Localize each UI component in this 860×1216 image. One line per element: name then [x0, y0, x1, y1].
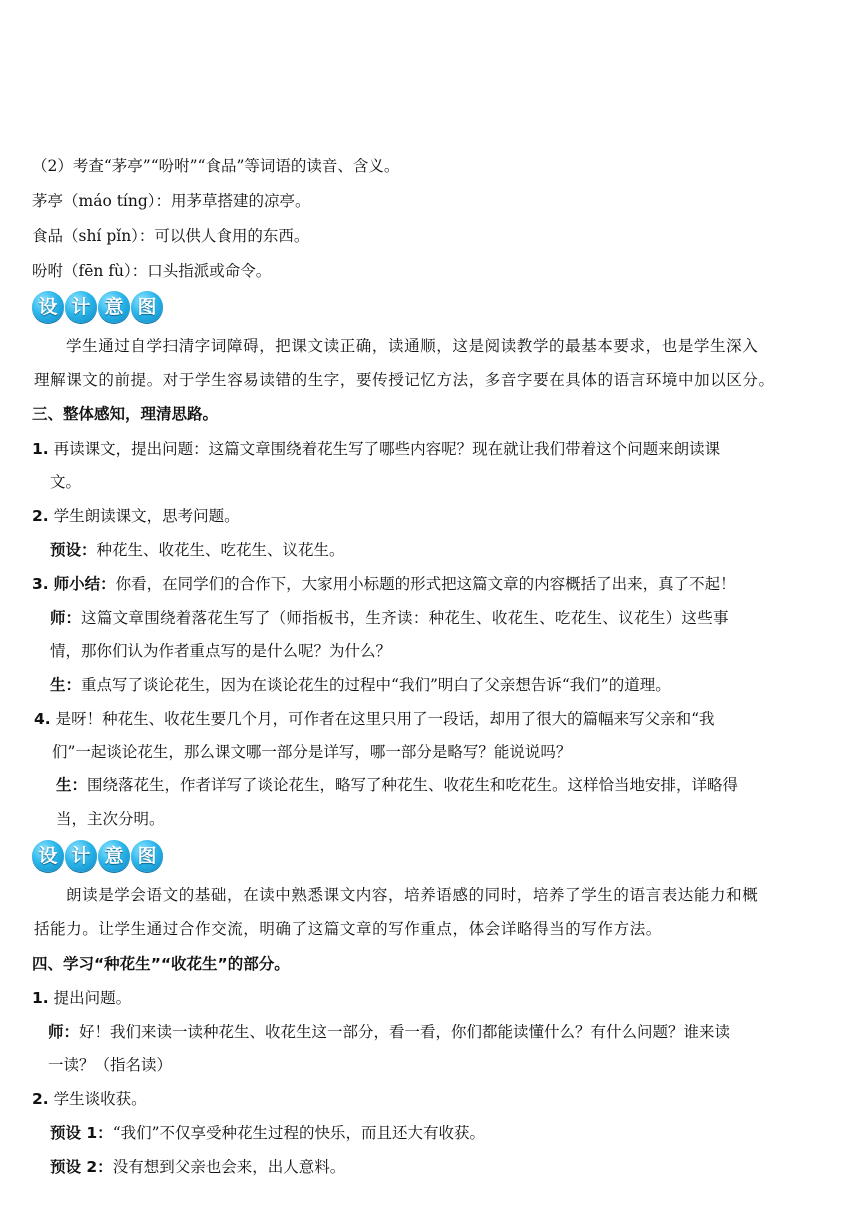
step-1-text: 再读课文，提出问题：这篇文章围绕着花生写了哪些内容呢？现在就让我们带着这个问题来朗读课: [53, 440, 721, 458]
intent-paragraph-2a: 朗读是学会语文的基础，在读中熟悉课文内容，培养语感的同时，培养了学生的语言表达能力和概: [66, 886, 759, 904]
part4-step-1-text: 提出问题。: [53, 989, 132, 1007]
design-intent-badge: [32, 840, 163, 876]
preset-text: 种花生、收花生、吃花生、议花生。: [96, 541, 345, 559]
teacher-summary-text: 你看，在同学们的合作下，大家用小标题的形式把这篇文章的内容概括了出来，真了不起！: [115, 575, 736, 593]
student-label: 生：: [56, 776, 88, 794]
student-text: 重点写了谈论花生，因为在谈论花生的过程中“我们”明白了父亲想告诉“我们”的道理。: [81, 676, 671, 694]
teacher-text: 这篇文章围绕着落花生写了（师指板书，生齐读：种花生、收花生、吃花生、议花生）这些事: [81, 609, 729, 627]
section-heading-3: 三、整体感知，理清思路。: [32, 405, 219, 423]
vocab-fenfu: 吩咐（fēn fù）：口头指派或命令。: [32, 262, 272, 280]
preset-label: 预设：: [50, 541, 97, 559]
step-1-text-cont: 文。: [50, 473, 82, 491]
badge-char: 计: [65, 291, 97, 323]
section-heading-4: 四、学习“种花生”“收花生”的部分。: [32, 955, 290, 973]
step-number: 1.: [32, 989, 49, 1007]
step-number: 3.: [32, 575, 49, 593]
student-text-cont: 当，主次分明。: [56, 810, 165, 828]
preset-label: 预设 2：: [50, 1158, 113, 1176]
step-number: 2.: [32, 507, 49, 525]
teacher-text: 好！我们来读一读种花生、收花生这一部分，看一看，你们都能读懂什么？有什么问题？谁来读: [79, 1023, 731, 1041]
part4-step-2-text: 学生谈收获。: [53, 1090, 147, 1108]
vocab-intro: （2）考查“茅亭”“吩咐”“食品”等词语的读音、含义。: [32, 157, 400, 175]
teacher-label: 师：: [48, 1023, 80, 1041]
student-label: 生：: [50, 676, 82, 694]
step-number: 2.: [32, 1090, 49, 1108]
teacher-label: 师：: [50, 609, 82, 627]
badge-char: 图: [131, 291, 163, 323]
vocab-shipin: 食品（shí pǐn）：可以供人食用的东西。: [32, 227, 310, 245]
preset-label: 预设 1：: [50, 1124, 113, 1142]
step-4-text: 是呀！种花生、收花生要几个月，可作者在这里只用了一段话，却用了很大的篇幅来写父亲和“我: [55, 710, 715, 728]
design-intent-badge: [32, 291, 163, 327]
badge-char: 意: [98, 840, 130, 872]
teacher-text-cont: 情，那你们认为作者重点写的是什么呢？为什么？: [50, 642, 392, 660]
badge-char: 计: [65, 840, 97, 872]
teacher-summary-label: 师小结：: [53, 575, 116, 593]
intent-paragraph-1a: 学生通过自学扫清字词障碍，把课文读正确，读通顺，这是阅读教学的最基本要求，也是学生深入: [66, 337, 759, 355]
preset-text: “我们”不仅享受种花生过程的快乐，而且还大有收获。: [112, 1124, 486, 1142]
badge-char: 设: [32, 291, 64, 323]
intent-paragraph-1b: 理解课文的前提。对于学生容易读错的生字，要传授记忆方法，多音字要在具体的语言环境中加以区分。: [34, 371, 775, 389]
teacher-text-cont: 一读？（指名读）: [48, 1056, 173, 1074]
step-number: 4.: [34, 710, 51, 728]
vocab-maoting: 茅亭（máo tíng）：用茅草搭建的凉亭。: [32, 192, 311, 210]
step-number: 1.: [32, 440, 49, 458]
step-4-text-cont: 们”一起谈论花生，那么课文哪一部分是详写，哪一部分是略写？能说说吗？: [52, 743, 572, 761]
badge-char: 设: [32, 840, 64, 872]
badge-char: 图: [131, 840, 163, 872]
badge-char: 意: [98, 291, 130, 323]
preset-text: 没有想到父亲也会来，出人意料。: [112, 1158, 346, 1176]
student-text: 围绕落花生，作者详写了谈论花生，略写了种花生、收花生和吃花生。这样恰当地安排，详略得: [87, 776, 739, 794]
step-2-text: 学生朗读课文，思考问题。: [53, 507, 240, 525]
intent-paragraph-2b: 括能力。让学生通过合作交流，明确了这篇文章的写作重点，体会详略得当的写作方法。: [34, 920, 662, 938]
